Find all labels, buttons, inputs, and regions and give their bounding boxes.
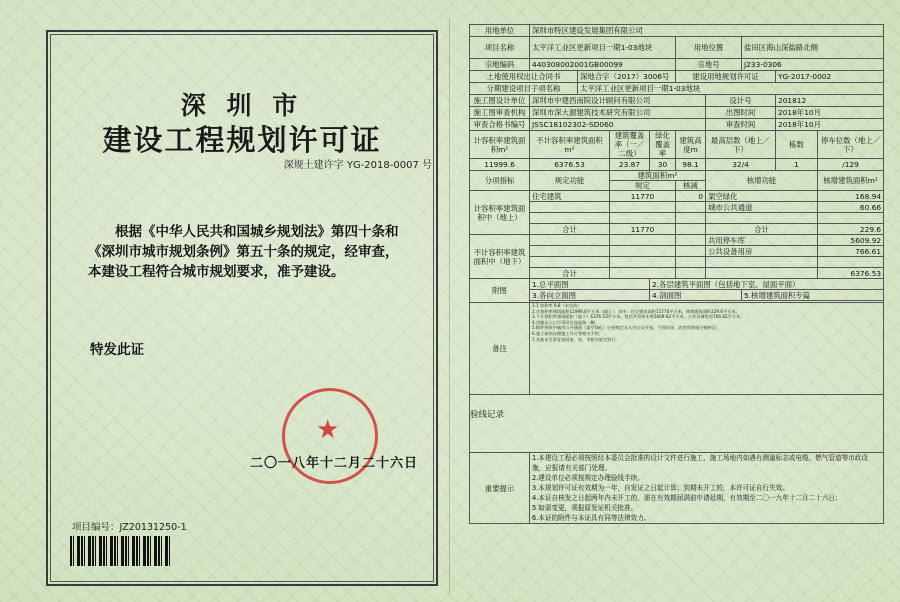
- barcode: [70, 536, 170, 566]
- land-unit-value: 深圳市特区建设发展集团有限公司: [530, 25, 884, 37]
- uncounted-total: 6376.53: [818, 268, 884, 279]
- counted-extra-total-label: 合计: [706, 224, 818, 235]
- right-page-table: [469, 24, 883, 524]
- notes-label: 备注: [470, 303, 530, 395]
- area-header-item: 分项指标: [470, 171, 530, 191]
- metric-value: 11999.6: [470, 159, 530, 171]
- reminder-item: 3.本规划许可证有效期为一年，自发证之日起计算；到期未开工的，本许可证自行失效。: [532, 484, 789, 492]
- area-header-extra-area: 核增建筑面积m²: [818, 171, 884, 191]
- attachment-item: 4.剖面图: [650, 290, 742, 301]
- land-permit-label: 建设用地规划许可证: [676, 71, 776, 83]
- area-header-func: 规定功能: [530, 171, 610, 191]
- metric-header: 建筑高度m: [676, 131, 706, 159]
- parcel-no-value: J233-0306: [742, 59, 884, 71]
- review-unit-label: 施工图审查机构: [470, 107, 530, 119]
- project-name-value: 太平洋工业区更新项目一期1-03地块: [530, 37, 676, 59]
- reminder-item: 2.建设单位必须按规定办理验线手续。: [532, 474, 644, 482]
- land-contract-value: 深地合字（2017）3006号: [578, 71, 676, 83]
- metric-value: /129: [818, 159, 884, 171]
- metric-value: 6376.53: [530, 159, 610, 171]
- design-unit-label: 施工图设计单位: [470, 95, 530, 107]
- certificate-number: 深规土建许字 YG-2018-0007 号: [283, 160, 432, 171]
- notes-list: [530, 303, 884, 395]
- review-cert-value: JSSC18102302-SD060: [530, 119, 706, 131]
- area-header-spec: 规定: [610, 181, 676, 191]
- note-item: 3.不计容积率建筑面积（地下）6376.53平方米，包括共用停车库5609.92平方米，公共设备用房766.61平方米；: [532, 314, 745, 320]
- attachments-label: 附图: [470, 279, 530, 303]
- area-header-core: 核减: [676, 181, 706, 191]
- design-unit-value: 深圳市中建西南院设计顾问有限公司: [530, 95, 706, 107]
- area-header-area: 建筑面积m²: [610, 171, 706, 181]
- counted-extra-area: 60.66: [818, 202, 884, 213]
- metric-header: 停车位数（地上／下）: [818, 131, 884, 159]
- metric-value: 1: [776, 159, 818, 171]
- uncounted-extra-area: 766.61: [818, 246, 884, 257]
- page-fold: [449, 18, 450, 593]
- land-unit-label: 用地单位: [470, 25, 530, 37]
- uncounted-extra-func: 公共设备用房: [706, 246, 818, 257]
- attachment-item: 3.各向立面图: [530, 290, 650, 301]
- metric-header: 最高层数（地上／下）: [706, 131, 776, 159]
- reminder-list: [530, 453, 884, 524]
- approval-text: 根据《中华人民共和国城乡规划法》第四十条和《深圳市城市规划条例》第五十条的规定，经审查，本建设工程符合城市规划要求，准予建设。: [88, 224, 399, 280]
- reminder-item: 4.本证自核发之日起两年内未开工的，需在有效期届满前申请延期，有效期至二〇一九年十二月二十六日；: [532, 494, 842, 502]
- counted-core: 0: [676, 191, 706, 202]
- review-time-label: 审查时间: [706, 119, 776, 131]
- location-label: 用地位置: [676, 37, 742, 59]
- reminder-label: 重要提示: [470, 453, 530, 524]
- drawing-time-label: 出图时间: [706, 107, 776, 119]
- parcel-code-value: 440308002001GB00099: [530, 59, 676, 71]
- counted-extra-area: 168.94: [818, 191, 884, 202]
- acceptance-record-label: 验线记录: [470, 410, 505, 420]
- counted-total-label: 合计: [530, 224, 610, 235]
- area-header-extra-func: 核增功能: [706, 171, 818, 191]
- issue-date: 二〇一八年十二月二十六日: [250, 456, 419, 471]
- attachment-item: 1.总平面图: [530, 279, 650, 290]
- land-contract-label: 土地使用权出让合同书: [470, 71, 578, 83]
- reminder-item: 1.本建设工程必须按照经本委员会批准的设计文件进行施工，施工场地内如遇有测量标志或电缆、燃气管道等市政设施，应报请有关部门处理。: [532, 454, 868, 472]
- sub-project-value: 太平洋工业区更新项目一期1-03地块: [578, 83, 884, 95]
- metric-value: 23.87: [610, 159, 650, 171]
- metric-value: 30: [650, 159, 676, 171]
- metric-value: 98.1: [676, 159, 706, 171]
- review-unit-value: 深圳市深大源建筑技术研究有限公司: [530, 107, 706, 119]
- issued-notice: 特发此证: [90, 342, 144, 358]
- info-table: [469, 24, 884, 524]
- reminder-item: 6.本证的附件与本证具有同等法律效力。: [532, 514, 651, 522]
- uncounted-area-label: 不计容积率建筑面积中（地下）: [470, 235, 530, 279]
- counted-extra-func: 架空绿化: [706, 191, 818, 202]
- attachment-item: 2.各层建筑平面图（包括地下室、屋面平面）: [650, 279, 884, 290]
- counted-extra-total: 229.6: [818, 224, 884, 235]
- location-value: 盐田区海山深盐路北侧: [742, 37, 884, 59]
- parcel-code-label: 宗地编码: [470, 59, 530, 71]
- certificate-title: 建设工程规划许可证: [102, 123, 382, 157]
- note-item: 2.计容积率建筑面积11999.6平方米（地上）；其中：住宅建筑面积11770平方米，核增建筑面积229.6平方米；: [532, 308, 740, 314]
- metric-header: 栋数: [776, 131, 818, 159]
- acceptance-record-area: [470, 395, 884, 453]
- drawing-time-value: 2018年10月: [776, 107, 884, 119]
- note-item: 5.附件图纸中城市公共通道（架空绿化）应按规定永久对公众开放，不得封闭、改变用途或分割转让；: [532, 325, 721, 331]
- note-item: 7.其他未尽事宜按国家、省、市相关规定执行。: [532, 336, 620, 342]
- uncounted-total-label: 合计: [530, 268, 610, 279]
- sub-project-label: 分期建设项目子项名称: [470, 83, 578, 95]
- counted-func: 住宅建筑: [530, 191, 610, 202]
- metric-header: 绿化覆盖率: [650, 131, 676, 159]
- city-title: 深 圳 市: [180, 91, 304, 120]
- design-no-label: 设计号: [706, 95, 776, 107]
- review-time-value: 2018年10月: [776, 119, 884, 131]
- parcel-no-label: 宗地号: [676, 59, 742, 71]
- reminder-item: 5.如需变更，须报原发证机关批准。: [532, 504, 638, 512]
- attachment-item: 5.核增建筑面积专篇: [742, 290, 884, 301]
- project-name-label: 项目名称: [470, 37, 530, 59]
- review-cert-label: 审查合格书编号: [470, 119, 530, 131]
- metric-value: 32/4: [706, 159, 776, 171]
- note-item: 1.1 容积率 9.8（未完成）: [532, 303, 582, 308]
- counted-extra-func: 城市公共通道: [706, 202, 818, 213]
- metric-header: 不计容积率建筑面积m²: [530, 131, 610, 159]
- counted-total: 11770: [610, 224, 676, 235]
- uncounted-extra-func: 共用停车库: [706, 235, 818, 246]
- counted-area: 11770: [610, 191, 676, 202]
- uncounted-extra-area: 5609.92: [818, 235, 884, 246]
- project-number: 项目编号：JZ20131250-1: [72, 522, 187, 533]
- note-item: 6.施工前须办理施工许可等相关手续；: [532, 330, 603, 336]
- metric-header: 计容积率建筑面积m²: [470, 131, 530, 159]
- design-no-value: 201812: [776, 95, 884, 107]
- land-permit-value: YG-2017-0002: [776, 71, 884, 83]
- counted-area-label: 计容积率建筑面积中（地上）: [470, 191, 530, 235]
- seal-star-icon: ★: [316, 415, 340, 445]
- metric-header: 建筑覆盖率（一／二级）: [610, 131, 650, 159]
- note-item: 4.用地出入口不得设在深盐路一侧；: [532, 319, 599, 325]
